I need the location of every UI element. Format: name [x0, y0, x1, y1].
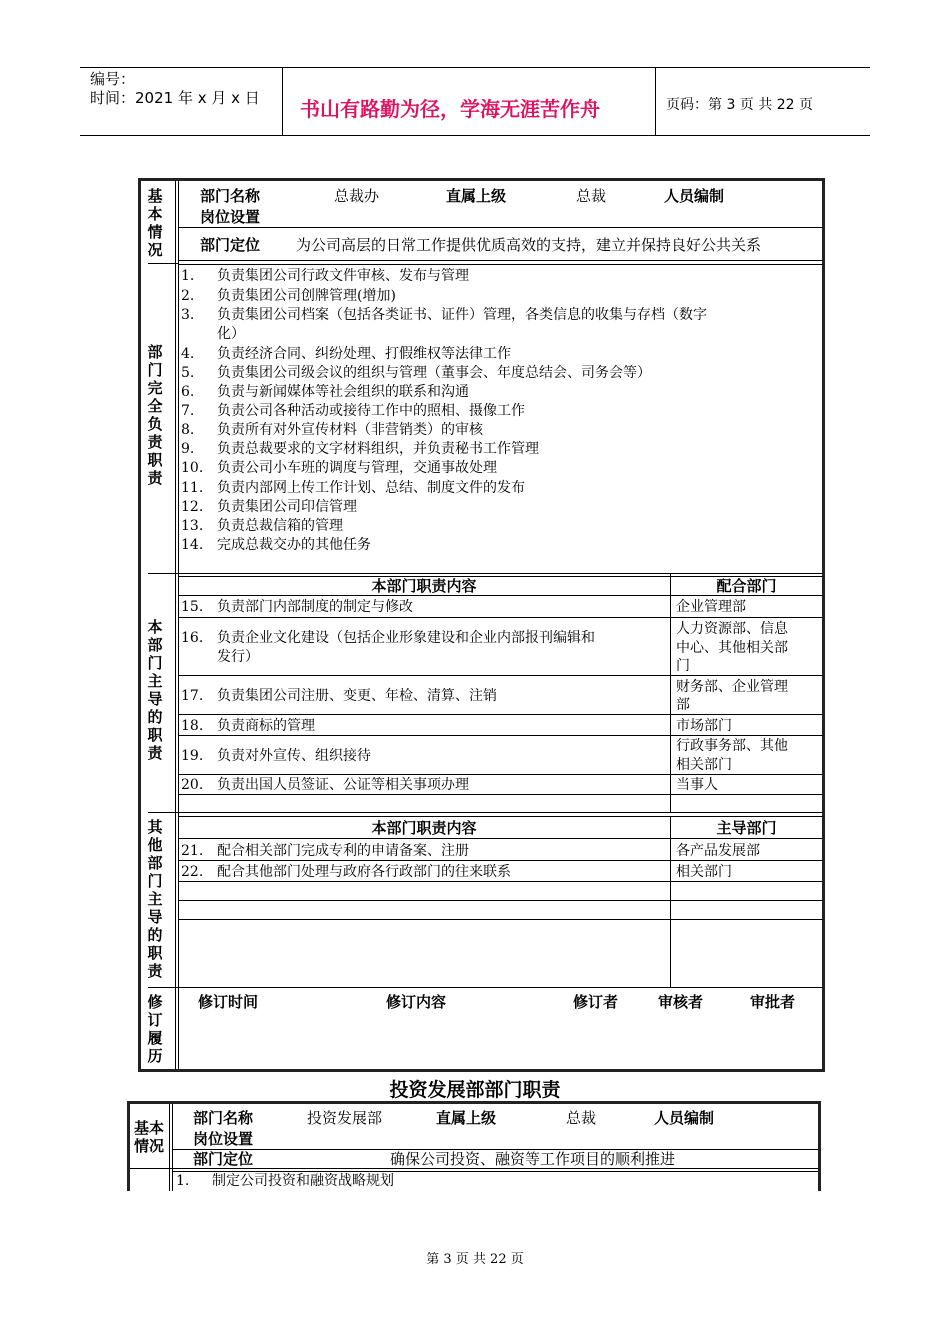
- table-row: 20. 负责出国人员签证、公证等相关事项办理: [181, 777, 469, 793]
- table-row: 16. 负责企业文化建设（包括企业形象建设和企业内部报刊编辑和: [181, 630, 595, 646]
- list-item: 化）: [217, 326, 245, 342]
- list-item: 12. 负责集团公司印信管理: [181, 499, 357, 515]
- table-cell-partner: 财务部、企业管理: [676, 679, 788, 695]
- table-row: 17. 负责集团公司注册、变更、年检、清算、注销: [181, 688, 497, 704]
- side-label-lead: 本部门主导的职责: [147, 618, 163, 762]
- page-indicator: 页码：第 3 页 共 22 页: [666, 97, 813, 113]
- superior-label: 直属上级: [446, 187, 507, 205]
- list-item: 1. 制定公司投资和融资战略规划: [176, 1173, 394, 1189]
- position-value: 为公司高层的日常工作提供优质高效的支持，建立并保持良好公共关系: [296, 236, 762, 254]
- list-item: 3. 负责集团公司档案（包括各类证书、证件）管理，各类信息的收集与存档（数字: [181, 307, 707, 323]
- side-label-other: 其他部门主导的职责: [147, 818, 163, 980]
- table-row: 18. 负责商标的管理: [181, 718, 315, 734]
- position-label-2: 部门定位: [193, 1150, 254, 1168]
- table-cell-partner: 相关部门: [676, 757, 732, 773]
- table-cell-partner: 行政事务部、其他: [676, 738, 788, 754]
- list-item: 8. 负责所有对外宣传材料（非营销类）的审核: [181, 422, 483, 438]
- list-item: 5. 负责集团公司级会议的组织与管理（董事会、年度总结会、司务会等）: [181, 365, 651, 381]
- table-row: 21. 配合相关部门完成专利的申请备案、注册: [181, 843, 469, 859]
- table-cell-partner: 当事人: [676, 777, 718, 793]
- table-cell-lead: 相关部门: [676, 864, 732, 880]
- list-item: 1. 负责集团公司行政文件审核、发布与管理: [181, 268, 469, 284]
- table-row: 19. 负责对外宣传、组织接待: [181, 748, 371, 764]
- section-title: 投资发展部部门职责: [389, 1079, 561, 1101]
- list-item: 9. 负责总裁要求的文字材料组织，并负责秘书工作管理: [181, 441, 539, 457]
- lead-col-partner-header: 配合部门: [716, 577, 777, 595]
- revision-author-header: 修订者: [573, 993, 619, 1011]
- table-cell-partner: 市场部门: [676, 718, 732, 734]
- motto: 书山有路勤为径，学海无涯苦作舟: [300, 97, 600, 121]
- page-footer: 第 3 页 共 22 页: [426, 1252, 524, 1267]
- other-col-lead-header: 主导部门: [716, 819, 777, 837]
- posts-label-2: 岗位设置: [193, 1130, 254, 1148]
- lead-col-content-header: 本部门职责内容: [371, 577, 477, 595]
- dept-name-value-2: 投资发展部: [307, 1109, 383, 1127]
- table-cell-partner: 中心、其他相关部: [676, 640, 788, 656]
- side-label-revision: 修订履历: [147, 993, 163, 1065]
- table-cell-partner: 人力资源部、信息: [676, 621, 788, 637]
- list-item: 7. 负责公司各种活动或接待工作中的照相、摄像工作: [181, 403, 525, 419]
- revision-content-header: 修订内容: [386, 993, 447, 1011]
- posts-label: 岗位设置: [200, 208, 261, 226]
- dept-name-label-2: 部门名称: [193, 1109, 254, 1127]
- revision-time-header: 修订时间: [198, 993, 259, 1011]
- table-cell-partner: 部: [676, 697, 690, 713]
- table-cell-partner: 门: [676, 658, 690, 674]
- doc-time-label: 时间：2021 年 x 月 x 日: [90, 89, 260, 107]
- side-label-basic: 基本情况: [147, 187, 163, 259]
- position-value-2: 确保公司投资、融资等工作项目的顺利推进: [390, 1150, 676, 1168]
- side-label-basic-2: 基本情况: [134, 1119, 165, 1155]
- staffing-label-2: 人员编制: [654, 1109, 715, 1127]
- superior-value-2: 总裁: [566, 1109, 597, 1127]
- superior-value: 总裁: [576, 187, 607, 205]
- side-label-full: 部门完全负责职责: [147, 343, 163, 487]
- dept-name-label: 部门名称: [200, 187, 261, 205]
- list-item: 14. 完成总裁交办的其他任务: [181, 537, 371, 553]
- table-row: 15. 负责部门内部制度的制定与修改: [181, 599, 413, 615]
- list-item: 11. 负责内部网上传工作计划、总结、制度文件的发布: [181, 480, 525, 496]
- position-label: 部门定位: [200, 236, 261, 254]
- superior-label-2: 直属上级: [436, 1109, 497, 1127]
- revision-reviewer-header: 审核者: [658, 993, 704, 1011]
- table-cell-lead: 各产品发展部: [676, 843, 760, 859]
- table-row-cont: 发行）: [217, 649, 259, 665]
- table-row: 22. 配合其他部门处理与政府各行政部门的往来联系: [181, 864, 511, 880]
- other-col-content-header: 本部门职责内容: [371, 819, 477, 837]
- table-cell-partner: 企业管理部: [676, 599, 746, 615]
- list-item: 6. 负责与新闻媒体等社会组织的联系和沟通: [181, 384, 469, 400]
- doc-number-label: 编号：: [90, 70, 136, 88]
- list-item: 10. 负责公司小车班的调度与管理，交通事故处理: [181, 460, 497, 476]
- list-item: 4. 负责经济合同、纠纷处理、打假维权等法律工作: [181, 346, 511, 362]
- revision-approver-header: 审批者: [750, 993, 796, 1011]
- list-item: 13. 负责总裁信箱的管理: [181, 518, 343, 534]
- list-item: 2. 负责集团公司创牌管理(增加): [181, 288, 396, 304]
- dept-name-value: 总裁办: [334, 187, 380, 205]
- staffing-label: 人员编制: [664, 187, 725, 205]
